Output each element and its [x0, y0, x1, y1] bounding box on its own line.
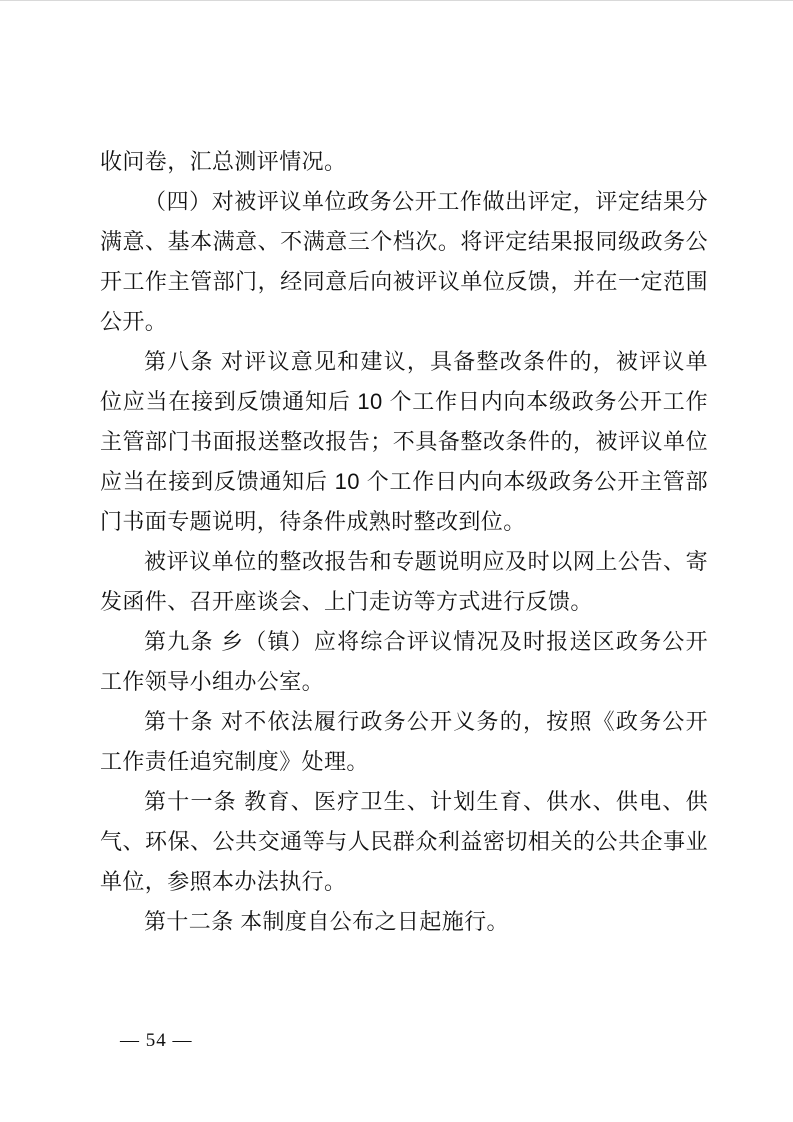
document-body [100, 142, 708, 942]
paragraph: 第八条 对评议意见和建议，具备整改条件的，被评议单位应当在接到反馈通知后 10 个工作日内向本级政务公开工作主管部门书面报送整改报告；不具备整改条件的，被评议单位应当在接到反馈通知后 10 个工作日内向本级政务公开主管部门书面专题说明，待条件成熟时整改到位。 [100, 349, 708, 534]
paragraph: （四）对被评议单位政务公开工作做出评定，评定结果分满意、基本满意、不满意三个档次。将评定结果报同级政务公开工作主管部门，经同意后向被评议单位反馈，并在一定范围公开。 [100, 189, 708, 334]
paragraph: 第十条 对不依法履行政务公开义务的，按照《政务公开工作责任追究制度》处理。 [100, 709, 708, 774]
page-number: — 54 — [120, 1030, 193, 1051]
paragraph: 收问卷，汇总测评情况。 [100, 149, 347, 174]
paragraph: 被评议单位的整改报告和专题说明应及时以网上公告、寄发函件、召开座谈会、上门走访等方式进行反馈。 [100, 549, 708, 614]
paragraph: 第十一条 教育、医疗卫生、计划生育、供水、供电、供气、环保、公共交通等与人民群众利益密切相关的公共企事业单位，参照本办法执行。 [100, 789, 708, 894]
paragraph: 第九条 乡（镇）应将综合评议情况及时报送区政务公开工作领导小组办公室。 [100, 629, 708, 694]
paragraph: 第十二条 本制度自公布之日起施行。 [144, 909, 509, 934]
